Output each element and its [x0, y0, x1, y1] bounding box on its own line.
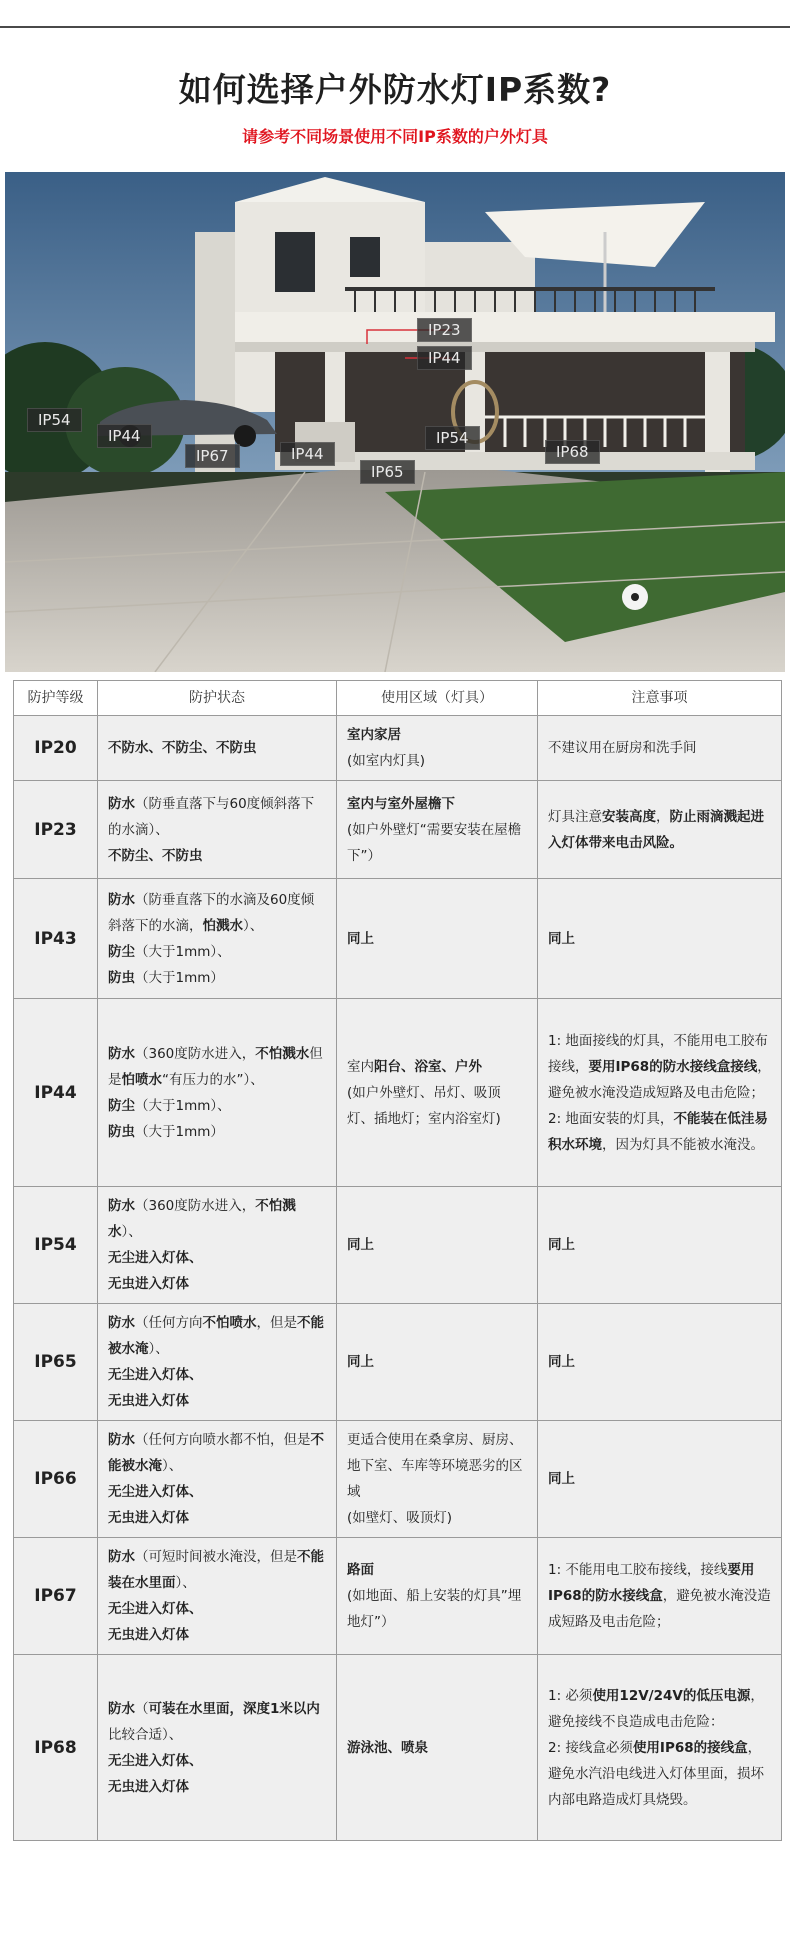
text-segment: 不能被水淹: [108, 1315, 324, 1357]
text-segment: 怕喷水: [121, 1071, 162, 1088]
text-segment: 安装高度: [602, 808, 656, 825]
text-segment: （任何方向: [135, 1315, 203, 1331]
table-row: [14, 879, 782, 999]
text-segment: (如户外壁灯“需要安装在屋檐下”）: [347, 821, 522, 864]
state-cell: [98, 1421, 337, 1538]
text-segment: 要用IP68的防水接线盒: [548, 1562, 755, 1604]
text-segment: 无尘进入灯体、: [108, 1752, 203, 1769]
text-segment: ，因为灯具不能被水淹没。: [602, 1136, 764, 1153]
page-title: 如何选择户外防水灯IP系数?: [178, 70, 612, 109]
label-ip44-top: IP44: [417, 346, 472, 370]
text-segment: 不怕溅水: [255, 1045, 310, 1062]
note-line: [548, 1106, 771, 1158]
label-ip54-left: IP54: [27, 408, 82, 432]
text-segment: 游泳池、喷泉: [347, 1739, 428, 1756]
note-cell: [538, 999, 782, 1187]
text-segment: ，: [656, 808, 670, 825]
text-segment: 同上: [347, 1354, 374, 1370]
table-body: [14, 716, 782, 1841]
text-segment: 防水: [108, 1432, 135, 1448]
note-line: [548, 804, 771, 856]
level-cell: IP23: [14, 781, 98, 879]
page-subtitle: 请参考不同场景使用不同IP系数的户外灯具: [242, 127, 548, 146]
state-line: [108, 1245, 326, 1271]
text-segment: 要用IP68的防水接线盒接线: [588, 1058, 758, 1075]
state-line: [108, 1479, 326, 1505]
note-line: [548, 1735, 771, 1813]
note-cell: [538, 1538, 782, 1655]
text-segment: ，避免被水淹没造成短路及电击危险；: [548, 1588, 771, 1630]
text-segment: 1: 地面接线的灯具，不能用电工胶布接线，: [548, 1032, 768, 1075]
state-line: [108, 1748, 326, 1774]
note-cell: [538, 1304, 782, 1421]
state-line: [108, 791, 326, 843]
area-cell: [337, 781, 538, 879]
label-ip23: IP23: [417, 318, 472, 342]
text-segment: (如室内灯具): [347, 753, 426, 769]
level-cell: IP54: [14, 1187, 98, 1304]
text-segment: ，避免被水淹没造成短路及电击危险；: [548, 1058, 771, 1101]
text-segment: 室内与室外屋檐下: [347, 795, 455, 812]
level-cell: IP65: [14, 1304, 98, 1421]
text-segment: （: [135, 1700, 149, 1717]
text-segment: 但是: [108, 1045, 323, 1088]
area-line: [347, 1735, 527, 1761]
text-segment: 无尘进入灯体、: [108, 1484, 203, 1500]
text-segment: （可短时间被水淹没，但是: [135, 1549, 297, 1565]
text-segment: （防垂直落下与60度倾斜落下的水滴）、: [108, 795, 315, 838]
text-segment: 2: 地面安装的灯具，: [548, 1110, 674, 1127]
area-cell: [337, 1655, 538, 1841]
area-line: [347, 748, 527, 774]
text-segment: 无虫进入灯体: [108, 1778, 189, 1795]
text-segment: 防虫: [108, 969, 135, 986]
state-cell: [98, 1187, 337, 1304]
text-segment: 防尘: [108, 1097, 135, 1114]
text-segment: 1: 不能用电工胶布接线，接线: [548, 1562, 728, 1578]
text-segment: 使用12V/24V的低压电源: [592, 1687, 751, 1704]
text-segment: 防尘: [108, 943, 135, 960]
area-line: [347, 722, 527, 748]
area-line: [347, 1427, 527, 1505]
note-cell: [538, 879, 782, 999]
text-segment: (如户外壁灯、吊灯、吸顶灯、插地灯；室内浴室灯): [347, 1084, 501, 1127]
text-segment: 无尘进入灯体、: [108, 1601, 203, 1617]
text-segment: 防水: [108, 795, 135, 812]
text-segment: 路面: [347, 1562, 374, 1578]
house-illustration: [5, 172, 785, 672]
area-cell: [337, 1421, 538, 1538]
state-line: [108, 965, 326, 991]
table-row: [14, 1304, 782, 1421]
text-segment: （大于1mm）: [135, 1123, 224, 1140]
table-row: [14, 1187, 782, 1304]
text-segment: 不防尘、不防虫: [108, 847, 203, 864]
text-segment: ）、: [162, 1458, 183, 1474]
area-cell: [337, 1304, 538, 1421]
text-segment: 灯具注意: [548, 808, 602, 825]
text-segment: 不防水、不防尘、不防虫: [108, 740, 257, 756]
table-row: [14, 1421, 782, 1538]
note-cell: [538, 1421, 782, 1538]
text-segment: 使用IP68的接线盒: [632, 1739, 748, 1756]
text-segment: 无虫进入灯体: [108, 1627, 189, 1643]
text-segment: 无尘进入灯体、: [108, 1250, 203, 1266]
area-line: [347, 817, 527, 869]
state-line: [108, 1696, 326, 1748]
text-segment: 防水: [108, 891, 135, 908]
state-line: [108, 1362, 326, 1388]
note-line: [548, 1683, 771, 1735]
label-ip44-mid: IP44: [280, 442, 335, 466]
label-ip44-left: IP44: [97, 424, 152, 448]
text-segment: 2: 接线盒必须: [548, 1739, 633, 1756]
text-segment: （大于1mm）: [135, 969, 224, 986]
state-cell: [98, 1655, 337, 1841]
level-cell: IP20: [14, 716, 98, 781]
text-segment: 防水: [108, 1045, 135, 1062]
state-line: [108, 887, 326, 939]
text-segment: 不怕喷水: [202, 1315, 257, 1331]
text-segment: （任何方向喷水都不怕，但是: [135, 1432, 311, 1448]
header-level: 防护等级: [14, 681, 98, 716]
area-cell: [337, 879, 538, 999]
text-segment: ）、: [243, 917, 264, 934]
text-segment: 同上: [548, 1471, 575, 1487]
text-segment: 同上: [548, 1354, 575, 1370]
text-segment: 同上: [548, 1237, 575, 1253]
text-segment: 防止雨滴溅起进入灯体带来电击风险。: [548, 808, 764, 851]
text-segment: 不能装在低洼易积水环境: [548, 1110, 768, 1153]
state-line: [108, 1041, 326, 1093]
text-segment: ，避免接线不良造成电击危险：: [548, 1687, 764, 1730]
text-segment: 阳台、浴室、户外: [374, 1058, 482, 1075]
text-segment: 比较合适）、: [108, 1726, 183, 1743]
note-line: [548, 1557, 771, 1635]
note-line: [548, 735, 771, 761]
house-photo: [5, 172, 785, 672]
note-line: [548, 1028, 771, 1106]
level-cell: IP44: [14, 999, 98, 1187]
note-line: [548, 1349, 771, 1375]
text-segment: 无虫进入灯体: [108, 1393, 189, 1409]
state-line: [108, 843, 326, 869]
state-line: [108, 1093, 326, 1119]
state-line: [108, 1271, 326, 1297]
text-segment: （防垂直落下的水滴及60度倾斜落下的水滴，: [108, 891, 315, 934]
state-cell: [98, 999, 337, 1187]
state-line: [108, 1622, 326, 1648]
text-segment: ，但是: [256, 1315, 297, 1331]
text-segment: 防水: [108, 1198, 135, 1214]
header-notes: 注意事项: [538, 681, 782, 716]
table-row: [14, 1538, 782, 1655]
label-ip54-mid: IP54: [425, 426, 480, 450]
area-line: [347, 926, 527, 952]
state-line: [108, 939, 326, 965]
area-line: [347, 791, 527, 817]
text-segment: 无尘进入灯体、: [108, 1367, 203, 1383]
note-line: [548, 926, 771, 952]
table-row: [14, 999, 782, 1187]
area-cell: [337, 1538, 538, 1655]
state-cell: [98, 781, 337, 879]
text-segment: ，避免水汽沿电线进入灯体里面，损坏内部电路造成灯具烧毁。: [548, 1739, 764, 1808]
text-segment: (如地面、船上安装的灯具”埋地灯”）: [347, 1588, 522, 1630]
text-segment: （大于1mm）、: [135, 943, 231, 960]
label-ip67: IP67: [185, 444, 240, 468]
text-segment: 无虫进入灯体: [108, 1510, 189, 1526]
state-line: [108, 735, 326, 761]
text-segment: 不怕溅水: [108, 1198, 296, 1240]
text-segment: 无虫进入灯体: [108, 1276, 189, 1292]
state-line: [108, 1505, 326, 1531]
table-row: [14, 1655, 782, 1841]
level-cell: IP67: [14, 1538, 98, 1655]
text-segment: “有压力的水”）、: [162, 1071, 264, 1088]
level-cell: IP66: [14, 1421, 98, 1538]
label-ip68: IP68: [545, 440, 600, 464]
level-cell: IP43: [14, 879, 98, 999]
text-segment: ）、: [121, 1224, 142, 1240]
state-cell: [98, 1304, 337, 1421]
state-line: [108, 1544, 326, 1596]
text-segment: （360度防水进入，: [135, 1045, 256, 1062]
state-line: [108, 1310, 326, 1362]
text-segment: 1: 必须: [548, 1687, 593, 1704]
note-line: [548, 1466, 771, 1492]
state-line: [108, 1774, 326, 1800]
text-segment: 室内家居: [347, 727, 401, 743]
ip-rating-table: [13, 680, 782, 1841]
table-header-row: [14, 681, 782, 716]
area-cell: [337, 1187, 538, 1304]
text-segment: 更适合使用在桑拿房、厨房、地下室、车库等环境恶劣的区域: [347, 1432, 523, 1500]
text-segment: 同上: [347, 1237, 374, 1253]
text-segment: (如壁灯、吸顶灯): [347, 1510, 453, 1526]
area-line: [347, 1054, 527, 1080]
text-segment: 防水: [108, 1549, 135, 1565]
text-segment: 不建议用在厨房和洗手间: [548, 740, 697, 756]
state-cell: [98, 879, 337, 999]
header-area: 使用区域（灯具）: [337, 681, 538, 716]
text-segment: ）、: [175, 1575, 196, 1591]
text-segment: 同上: [347, 930, 374, 947]
state-line: [108, 1427, 326, 1479]
text-segment: （大于1mm）、: [135, 1097, 231, 1114]
area-line: [347, 1349, 527, 1375]
state-line: [108, 1388, 326, 1414]
area-line: [347, 1557, 527, 1583]
header-state: 防护状态: [98, 681, 337, 716]
area-line: [347, 1080, 527, 1132]
note-cell: [538, 781, 782, 879]
state-cell: [98, 716, 337, 781]
note-line: [548, 1232, 771, 1258]
state-line: [108, 1596, 326, 1622]
area-line: [347, 1583, 527, 1635]
note-cell: [538, 716, 782, 781]
area-line: [347, 1232, 527, 1258]
text-segment: ）、: [148, 1341, 169, 1357]
note-cell: [538, 1187, 782, 1304]
area-cell: [337, 999, 538, 1187]
text-segment: 不能被水淹: [108, 1432, 324, 1474]
label-ip65: IP65: [360, 460, 415, 484]
text-segment: 防虫: [108, 1123, 135, 1140]
level-cell: IP68: [14, 1655, 98, 1841]
text-segment: 同上: [548, 930, 575, 947]
text-segment: 怕溅水: [202, 917, 243, 934]
area-cell: [337, 716, 538, 781]
state-line: [108, 1119, 326, 1145]
table-row: [14, 716, 782, 781]
text-segment: 可装在水里面，深度1米以内: [148, 1700, 320, 1717]
state-line: [108, 1193, 326, 1245]
text-segment: 不能装在水里面: [108, 1549, 324, 1591]
text-segment: 防水: [108, 1315, 135, 1331]
state-cell: [98, 1538, 337, 1655]
text-segment: （360度防水进入，: [135, 1198, 256, 1214]
text-segment: 室内: [347, 1058, 374, 1075]
top-divider: [0, 26, 790, 28]
text-segment: 防水: [108, 1700, 135, 1717]
table-row: [14, 781, 782, 879]
area-line: [347, 1505, 527, 1531]
note-cell: [538, 1655, 782, 1841]
